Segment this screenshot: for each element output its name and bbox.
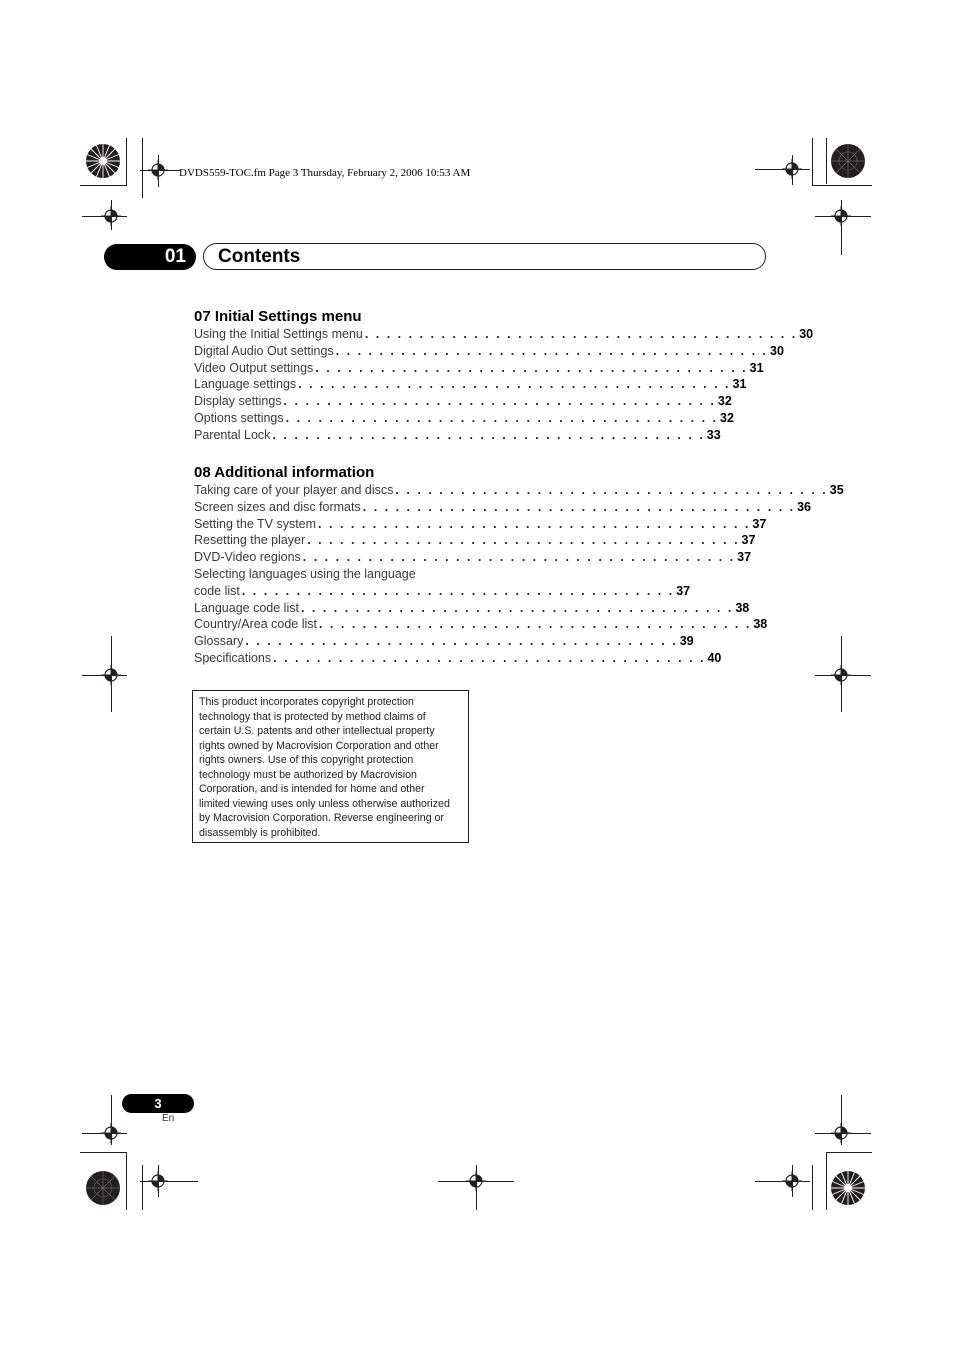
leader-dots: . . . . . . . . . . . . . . . . . . . . . . . . . . . . . . . . . . . . . . . . — [307, 533, 740, 548]
toc-entry-page: 38 — [753, 617, 768, 632]
chapter-number: 01 — [104, 244, 196, 270]
toc-entry-page: 37 — [752, 516, 767, 531]
registration-mark-icon — [831, 1123, 851, 1143]
toc-entry-page: 31 — [749, 360, 764, 375]
toc-entry-page: 37 — [741, 533, 756, 548]
crop-line — [80, 1152, 126, 1153]
registration-mark-icon — [148, 160, 168, 180]
toc-entry-page: 30 — [799, 327, 814, 341]
toc-entry[interactable] — [194, 516, 767, 533]
toc-entry[interactable] — [194, 650, 722, 667]
registration-mark-icon — [101, 665, 121, 685]
toc-entry-page: 35 — [829, 483, 844, 497]
toc-entry-label: Specifications — [194, 650, 272, 665]
starburst-target-icon — [830, 1170, 866, 1206]
toc-entry-page: 32 — [717, 394, 732, 409]
toc-entry-label: Language code list — [194, 600, 299, 615]
leader-dots: . . . . . . . . . . . . . . . . . . . . . . . . . . . . . . . . . . . . . . . . — [302, 550, 736, 565]
crop-line — [826, 138, 827, 184]
toc-entry[interactable] — [194, 583, 691, 600]
notice-line: limited viewing uses only unless otherwise authorized — [199, 797, 450, 810]
crop-line — [826, 1152, 827, 1210]
toc-entry-label: Taking care of your player and discs — [194, 483, 394, 497]
toc-entry-label: Using the Initial Settings menu — [194, 327, 363, 341]
leader-dots: . . . . . . . . . . . . . . . . . . . . . . . . . . . . . . . . . . . . . . . . — [315, 360, 748, 375]
toc-entry[interactable] — [194, 410, 734, 427]
notice-line: rights owners. Use of this copyright protection — [199, 754, 414, 766]
leader-dots: . . . . . . . . . . . . . . . . . . . . . . . . . . . . . . . . . . . . . . . . — [241, 583, 675, 598]
starburst-target-icon — [830, 143, 866, 179]
toc-entry[interactable] — [194, 343, 784, 360]
notice-line: by Macrovision Corporation. Reverse engineering or — [199, 812, 444, 824]
leader-dots: . . . . . . . . . . . . . . . . . . . . . . . . . . . . . . . . . . . . . . . . — [285, 410, 718, 425]
section-heading: 07 Initial Settings menu — [194, 308, 362, 325]
leader-dots: . . . . . . . . . . . . . . . . . . . . . . . . . . . . . . . . . . . . . . . . — [283, 394, 716, 409]
leader-dots: . . . . . . . . . . . . . . . . . . . . . . . . . . . . . . . . . . . . . . . . — [245, 634, 678, 649]
toc-entry-page: 37 — [676, 583, 691, 598]
toc-entry[interactable] — [194, 482, 844, 499]
toc-entry-label: Language settings — [194, 377, 297, 392]
notice-line: technology that is protected by method claims of — [199, 710, 426, 723]
toc-entry-page: 36 — [797, 499, 812, 514]
registration-mark-icon — [831, 665, 851, 685]
crop-line — [142, 1165, 143, 1210]
crop-line — [812, 1165, 813, 1210]
registration-mark-icon — [101, 1123, 121, 1143]
toc-entry[interactable] — [194, 549, 752, 566]
toc-entry-page: 33 — [706, 427, 721, 442]
toc-entry-page: 32 — [720, 410, 734, 425]
leader-dots: . . . . . . . . . . . . . . . . . . . . . . . . . . . . . . . . . . . . . . . . — [298, 377, 731, 392]
leader-dots: . . . . . . . . . . . . . . . . . . . . . . . . . . . . . . . . . . . . . . . . — [318, 516, 751, 531]
toc-entry[interactable] — [194, 616, 768, 633]
page-title: Contents — [218, 246, 301, 267]
crop-line — [126, 1152, 127, 1210]
toc-entry-page: 37 — [737, 550, 752, 565]
toc-entry-label: Digital Audio Out settings — [194, 343, 334, 358]
notice-line: certain U.S. patents and other intellectual property — [199, 725, 435, 737]
toc-entry-page: 39 — [679, 634, 694, 649]
registration-mark-icon — [148, 1171, 168, 1191]
notice-line: rights owned by Macrovision Corporation and other — [199, 739, 439, 752]
registration-mark-icon — [782, 159, 802, 179]
registration-mark-icon — [101, 206, 121, 226]
toc-entry[interactable] — [194, 633, 694, 650]
toc-entry[interactable] — [194, 499, 812, 516]
toc-entry-label: Parental Lock — [194, 427, 271, 442]
notice-line: disassembly is prohibited. — [199, 826, 321, 839]
toc-section — [194, 307, 814, 444]
toc-entry-label: Options settings — [194, 410, 284, 425]
toc-entry[interactable] — [194, 326, 814, 343]
toc-entry-page: 38 — [735, 600, 750, 615]
crop-line — [142, 138, 143, 198]
crop-line — [826, 1152, 872, 1153]
toc-entry[interactable] — [194, 600, 750, 617]
file-header: DVDS559-TOC.fm Page 3 Thursday, February 2, 2006 10:53 AM — [179, 167, 471, 179]
page-number: 3 — [122, 1094, 194, 1113]
starburst-target-icon — [85, 143, 121, 179]
leader-dots: . . . . . . . . . . . . . . . . . . . . . . . . . . . . . . . . . . . . . . . . — [364, 327, 798, 341]
crop-line — [812, 138, 813, 186]
language-code: En — [162, 1113, 175, 1124]
crop-line — [80, 185, 126, 186]
toc-entry-label: Country/Area code list — [194, 617, 317, 632]
leader-dots: . . . . . . . . . . . . . . . . . . . . . . . . . . . . . . . . . . . . . . . . — [395, 483, 828, 497]
registration-mark-icon — [466, 1171, 486, 1191]
page-title-frame — [203, 243, 766, 270]
starburst-target-icon — [85, 1170, 121, 1206]
leader-dots: . . . . . . . . . . . . . . . . . . . . . . . . . . . . . . . . . . . . . . . . — [272, 427, 705, 442]
toc-entry[interactable] — [194, 427, 721, 444]
leader-dots: . . . . . . . . . . . . . . . . . . . . . . . . . . . . . . . . . . . . . . . . — [273, 650, 706, 665]
registration-mark-icon — [782, 1171, 802, 1191]
toc-entry[interactable] — [194, 360, 764, 377]
leader-dots: . . . . . . . . . . . . . . . . . . . . . . . . . . . . . . . . . . . . . . . . — [318, 617, 752, 632]
toc-entry-label: Video Output settings — [194, 360, 314, 375]
leader-dots: . . . . . . . . . . . . . . . . . . . . . . . . . . . . . . . . . . . . . . . . — [362, 499, 796, 514]
notice-line: Corporation, and is intended for home and other — [199, 783, 425, 795]
toc-entry-label: DVD-Video regions — [194, 550, 301, 565]
toc-entry-label: Display settings — [194, 394, 282, 409]
leader-dots: . . . . . . . . . . . . . . . . . . . . . . . . . . . . . . . . . . . . . . . . — [300, 600, 734, 615]
toc-entry[interactable] — [194, 376, 747, 393]
section-heading: 08 Additional information — [194, 464, 375, 481]
toc-entry-label: Resetting the player — [194, 533, 306, 548]
registration-mark-icon — [831, 206, 851, 226]
toc-entry-label: Screen sizes and disc formats — [194, 499, 361, 514]
toc-entry-page: 30 — [770, 343, 784, 358]
notice-line: technology must be authorized by Macrovision — [199, 768, 417, 781]
leader-dots: . . . . . . . . . . . . . . . . . . . . . . . . . . . . . . . . . . . . . . . . — [335, 343, 769, 358]
toc-entry[interactable] — [194, 393, 732, 410]
toc-entry-label: code list — [194, 583, 240, 598]
copyright-notice — [192, 690, 469, 843]
toc-entry-page: 31 — [732, 377, 747, 392]
toc-entry-page: 40 — [707, 650, 722, 665]
toc-entry-label: Setting the TV system — [194, 516, 317, 531]
crop-line — [126, 138, 127, 186]
toc-section — [194, 463, 844, 667]
notice-line: This product incorporates copyright protection — [199, 696, 414, 708]
crop-line — [812, 185, 872, 186]
toc-entry-label-line: Selecting languages using the language — [194, 566, 416, 581]
toc-entry-label: Glossary — [194, 634, 244, 649]
toc-entry[interactable] — [194, 532, 756, 549]
